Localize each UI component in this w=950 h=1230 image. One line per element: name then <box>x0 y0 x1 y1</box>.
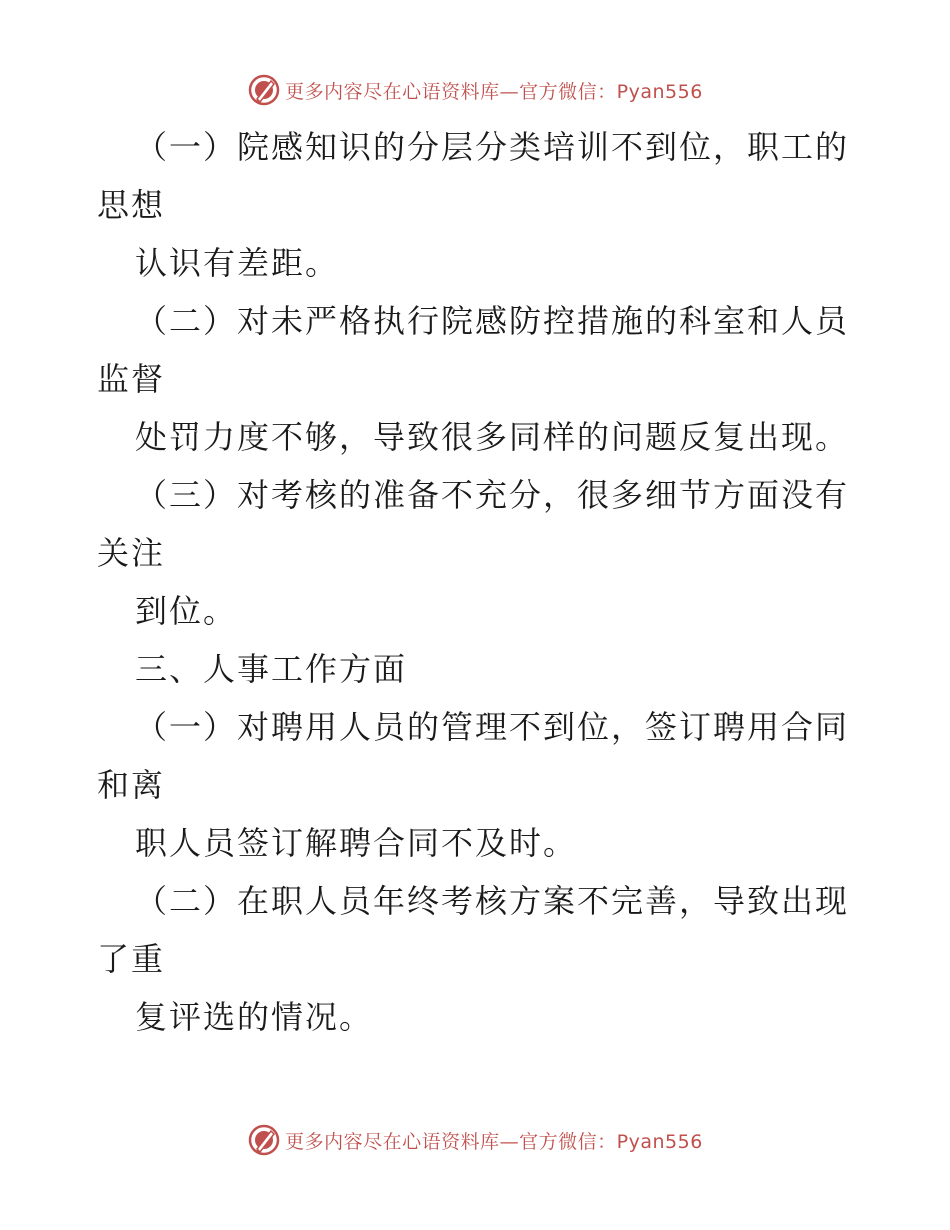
text-line: 到位。 <box>135 592 238 630</box>
document-body <box>97 118 877 1046</box>
text-line: 了重 <box>97 940 166 978</box>
header-banner <box>0 70 950 110</box>
pen-logo-icon <box>247 1123 281 1157</box>
header-wechat-handle: Pyan556 <box>616 80 703 103</box>
text-line: 复评选的情况。 <box>135 998 374 1036</box>
text-line: 认识有差距。 <box>135 244 340 282</box>
text-line: 关注 <box>97 534 166 572</box>
text-line: （一）对聘用人员的管理不到位，签订聘用合同 <box>135 708 850 746</box>
text-line: 思想 <box>97 186 166 224</box>
text-line: （一）院感知识的分层分类培训不到位，职工的 <box>135 128 850 166</box>
footer-banner <box>0 1120 950 1160</box>
text-line: 职人员签订解聘合同不及时。 <box>135 824 578 862</box>
pen-logo-icon <box>247 73 281 107</box>
text-line: （三）对考核的准备不充分，很多细节方面没有 <box>135 476 850 514</box>
footer-wechat-handle: Pyan556 <box>616 1130 703 1153</box>
header-text: 更多内容尽在心语资料库—官方微信：Pyan556 <box>285 80 703 103</box>
text-line: 监督 <box>97 360 166 398</box>
text-line: （二）对未严格执行院感防控措施的科室和人员 <box>135 302 850 340</box>
footer-text: 更多内容尽在心语资料库—官方微信：Pyan556 <box>285 1130 703 1153</box>
text-line: 和离 <box>97 766 166 804</box>
text-line: （二）在职人员年终考核方案不完善，导致出现 <box>135 882 850 920</box>
text-line: 处罚力度不够，导致很多同样的问题反复出现。 <box>135 418 850 456</box>
text-line: 三、人事工作方面 <box>135 650 408 688</box>
